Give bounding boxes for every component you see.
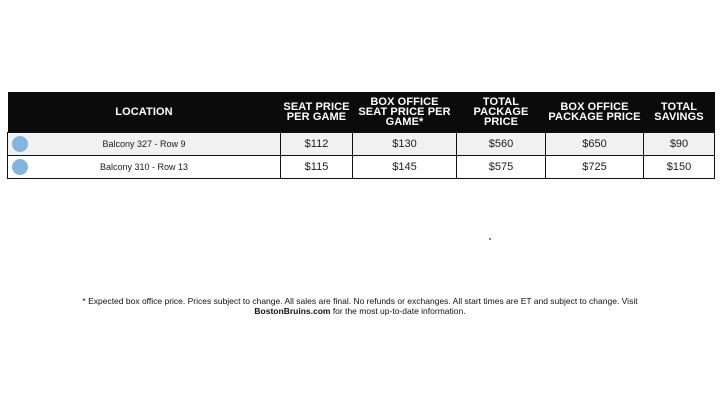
box-office-package-price-cell: $650	[546, 133, 644, 156]
header-total-package-price: TOTAL PACKAGE PRICE	[457, 92, 546, 133]
box-office-seat-price-cell: $130	[353, 133, 457, 156]
total-savings-cell: $150	[644, 156, 715, 179]
location-cell	[8, 133, 281, 156]
disclaimer-text-end: for the most up-to-date information.	[330, 305, 466, 316]
total-package-price-cell: $560	[457, 133, 546, 156]
header-total-savings: TOTAL SAVINGS	[644, 92, 715, 133]
header-seat-price-per-game: SEAT PRICE PER GAME	[281, 92, 353, 133]
seat-price-cell: $112	[281, 133, 353, 156]
location-label: Balcony 327 - Row 9	[102, 139, 186, 149]
header-location: LOCATION	[8, 92, 281, 133]
box-office-seat-price-cell: $145	[353, 156, 457, 179]
table-row	[8, 156, 715, 179]
location-cell	[8, 156, 281, 179]
stray-dot	[489, 238, 491, 240]
disclaimer-note	[60, 296, 660, 316]
box-office-package-price-cell: $725	[546, 156, 644, 179]
disclaimer-text: * Expected box office price. Prices subject to change. All sales are final. No refunds or exchanges. All start times are ET and subject to change. Visit	[82, 295, 638, 306]
location-label: Balcony 310 - Row 13	[99, 162, 189, 172]
table-row	[8, 133, 715, 156]
seat-marker-icon	[12, 136, 28, 152]
table-header-row	[8, 92, 715, 133]
total-package-price-cell: $575	[457, 156, 546, 179]
header-box-office-package-price: BOX OFFICE PACKAGE PRICE	[546, 92, 644, 133]
total-savings-cell: $90	[644, 133, 715, 156]
website-link[interactable]: BostonBruins.com	[254, 305, 331, 316]
seat-marker-icon	[12, 159, 28, 175]
pricing-table	[7, 92, 715, 179]
seat-price-cell: $115	[281, 156, 353, 179]
header-box-office-seat-price: BOX OFFICE SEAT PRICE PER GAME*	[353, 92, 457, 133]
